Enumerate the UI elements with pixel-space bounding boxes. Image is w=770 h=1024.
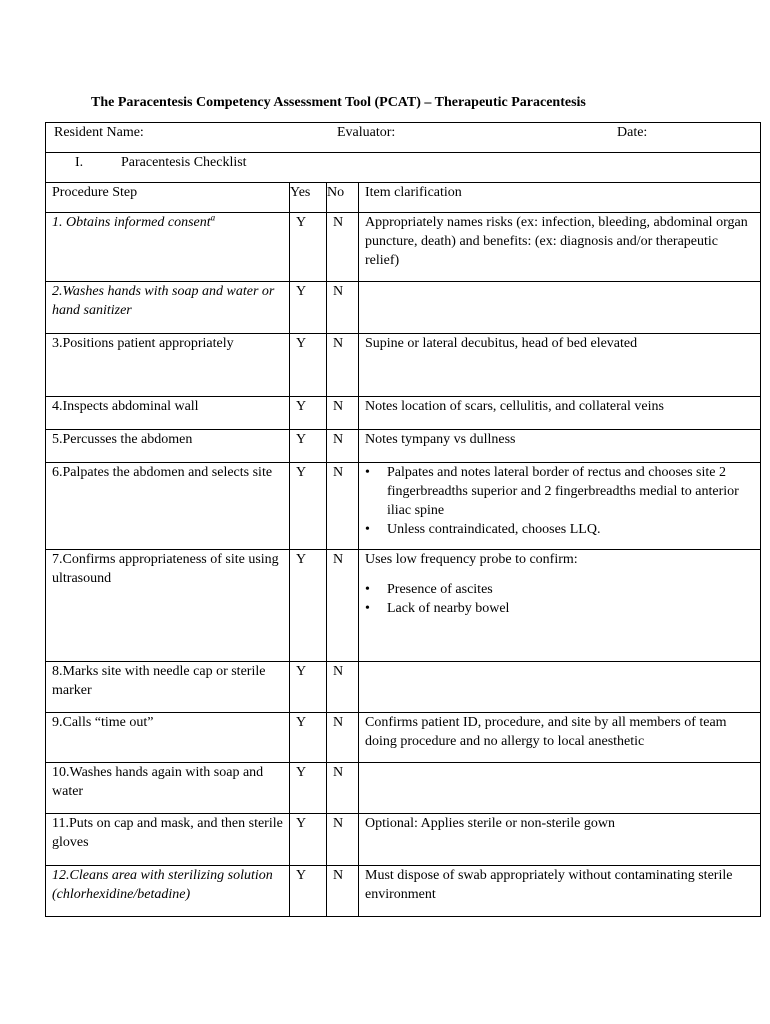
yes-cell[interactable]: Y [290,282,327,334]
footnote-marker: a [210,212,216,223]
table-row [46,763,761,814]
clarification-bullet-list [365,463,754,539]
yes-cell[interactable]: Y [290,713,327,763]
document-title: The Paracentesis Competency Assessment Tool (PCAT) – Therapeutic Paracentesis [91,95,586,110]
table-row [46,866,761,917]
clarification-bullet-list [365,580,754,618]
date-label: Date: [617,125,648,140]
yes-cell[interactable]: Y [290,550,327,662]
yes-cell[interactable]: Y [290,814,327,866]
clarification-bullet: • Palpates and notes lateral border of rectus and chooses site 2 fingerbreadths superior and 2 fingerbreadths medial to anterior iliac spine [387,463,754,520]
item-clarification: Notes location of scars, cellulitis, and collateral veins [359,397,761,430]
procedure-step: 3.Positions patient appropriately [46,334,290,397]
table-row [46,814,761,866]
procedure-step: 9.Calls “time out” [46,713,290,763]
pcat-checklist-table [45,122,761,917]
no-cell[interactable]: N [327,334,359,397]
clarification-bullet: • Presence of ascites [387,580,754,599]
no-cell[interactable]: N [327,213,359,282]
table-row [46,713,761,763]
yes-cell[interactable]: Y [290,866,327,917]
no-cell[interactable]: N [327,866,359,917]
no-cell[interactable]: N [327,397,359,430]
no-cell[interactable]: N [327,550,359,662]
item-clarification [359,463,761,550]
yes-cell[interactable]: Y [290,463,327,550]
column-header-clarification: Item clarification [359,183,761,213]
no-cell[interactable]: N [327,814,359,866]
table-row [46,213,761,282]
header-row [46,123,761,153]
yes-cell[interactable]: Y [290,763,327,814]
column-header-step: Procedure Step [46,183,290,213]
evaluator-label: Evaluator: [337,125,396,140]
yes-cell[interactable]: Y [290,397,327,430]
item-clarification: Optional: Applies sterile or non-sterile gown [359,814,761,866]
section-title: Paracentesis Checklist [121,155,247,170]
column-header-yes: Yes [290,183,327,213]
item-clarification [359,550,761,662]
procedure-step: 8.Marks site with needle cap or sterile marker [46,662,290,713]
column-header-no: No [327,183,359,213]
yes-cell[interactable]: Y [290,213,327,282]
no-cell[interactable]: N [327,713,359,763]
procedure-step: 4.Inspects abdominal wall [46,397,290,430]
section-row [46,153,761,183]
table-row [46,463,761,550]
yes-cell[interactable]: Y [290,430,327,463]
item-clarification: Appropriately names risks (ex: infection, bleeding, abdominal organ puncture, death) and benefits: (ex: diagnosis and/or therapeutic relief) [359,213,761,282]
step-text: 1. Obtains informed consent [52,215,211,230]
procedure-step: 12.Cleans area with sterilizing solution (chlorhexidine/betadine) [46,866,290,917]
table-row [46,550,761,662]
item-clarification [359,763,761,814]
column-header-row [46,183,761,213]
section-number: I. [75,155,84,170]
procedure-step: 7.Confirms appropriateness of site using ultrasound [46,550,290,662]
no-cell[interactable]: N [327,763,359,814]
no-cell[interactable]: N [327,662,359,713]
item-clarification [359,662,761,713]
procedure-step: 6.Palpates the abdomen and selects site [46,463,290,550]
no-cell[interactable]: N [327,463,359,550]
procedure-step: 10.Washes hands again with soap and water [46,763,290,814]
procedure-step: 5.Percusses the abdomen [46,430,290,463]
no-cell[interactable]: N [327,430,359,463]
table-row [46,430,761,463]
item-clarification [359,282,761,334]
yes-cell[interactable]: Y [290,334,327,397]
item-clarification: Notes tympany vs dullness [359,430,761,463]
table-row [46,282,761,334]
item-clarification: Must dispose of swab appropriately without contaminating sterile environment [359,866,761,917]
clarification-bullet: • Lack of nearby bowel [387,599,754,618]
clarification-lead: Uses low frequency probe to confirm: [365,552,578,567]
procedure-step [46,213,290,282]
procedure-step: 2.Washes hands with soap and water or hand sanitizer [46,282,290,334]
no-cell[interactable]: N [327,282,359,334]
yes-cell[interactable]: Y [290,662,327,713]
resident-name-label: Resident Name: [54,125,144,140]
item-clarification: Supine or lateral decubitus, head of bed elevated [359,334,761,397]
table-row [46,397,761,430]
clarification-bullet: • Unless contraindicated, chooses LLQ. [387,520,754,539]
item-clarification: Confirms patient ID, procedure, and site by all members of team doing procedure and no allergy to local anesthetic [359,713,761,763]
table-row [46,334,761,397]
procedure-step: 11.Puts on cap and mask, and then sterile gloves [46,814,290,866]
table-row [46,662,761,713]
